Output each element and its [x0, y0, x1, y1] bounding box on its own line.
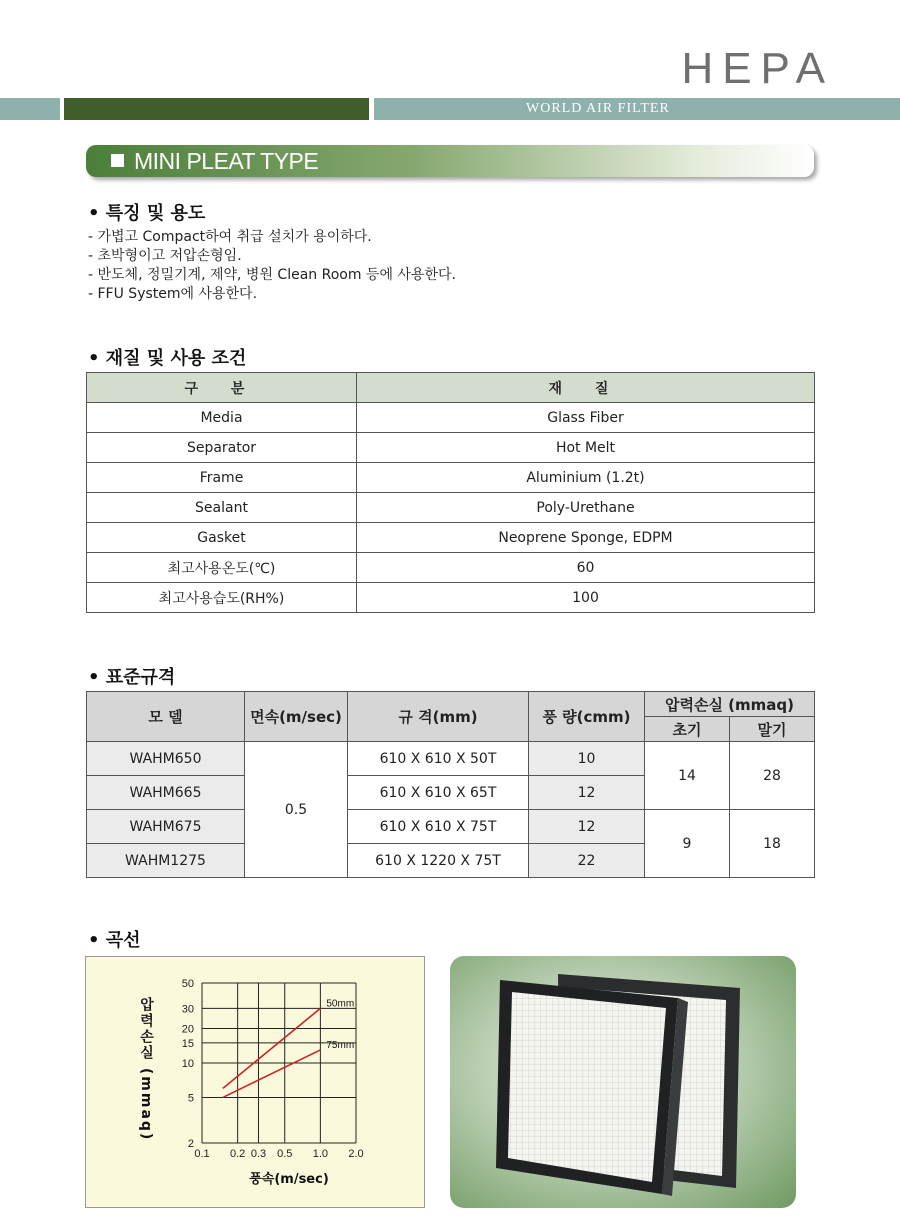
y-tick-label: 50: [181, 978, 194, 990]
features-heading: • 특징 및 용도: [88, 203, 206, 224]
cell-initial: 14: [645, 742, 730, 810]
x-tick-label: 0.2: [229, 1148, 246, 1160]
cell-model: WAHM650: [87, 742, 245, 776]
table-row: [87, 810, 815, 844]
cell: Frame: [87, 463, 357, 493]
brand-title: HEPA: [681, 44, 834, 93]
spec-heading: • 표준규격: [88, 667, 176, 688]
feature-item: - FFU System에 사용한다.: [88, 286, 258, 302]
header-band-dark: [64, 98, 369, 120]
cell: Media: [87, 403, 357, 433]
tagline: WORLD AIR FILTER: [526, 101, 670, 116]
spec-table: [86, 691, 815, 878]
cell-size: 610 X 610 X 65T: [348, 776, 529, 810]
header-cell: 구 분: [87, 373, 357, 403]
table-row: [87, 463, 815, 493]
section-title: MINI PLEAT TYPE: [134, 148, 319, 174]
x-tick-label: 2.0: [348, 1148, 364, 1160]
cell-flow: 10: [529, 742, 645, 776]
cell: 100: [357, 583, 815, 613]
header-cell-size: 규 격(mm): [348, 692, 529, 742]
table-row: [87, 742, 815, 776]
product-photo: [450, 956, 796, 1208]
header-cell: 재 질: [357, 373, 815, 403]
cell-initial: 9: [645, 810, 730, 878]
cell-size: 610 X 1220 X 75T: [348, 844, 529, 878]
y-tick-label: 5: [187, 1092, 194, 1105]
features-list: [88, 228, 456, 304]
cell-model: WAHM665: [87, 776, 245, 810]
header-band-left: [0, 98, 60, 120]
section-title-bar: [86, 145, 814, 177]
x-tick-label: 0.1: [194, 1148, 210, 1160]
filter-illustration: [450, 956, 796, 1208]
cell-flow: 12: [529, 776, 645, 810]
y-axis-label: 압력손실 (mmaq): [138, 997, 154, 1142]
cell: Separator: [87, 433, 357, 463]
x-tick-label: 1.0: [312, 1148, 329, 1160]
table-row: [87, 403, 815, 433]
y-tick-label: 20: [181, 1023, 194, 1036]
x-tick-label: 0.5: [277, 1148, 293, 1160]
materials-heading: • 재질 및 사용 조건: [88, 348, 247, 369]
cell: 60: [357, 553, 815, 583]
square-bullet-icon: [111, 154, 124, 167]
curve-heading: • 곡선: [88, 930, 141, 951]
header-cell-velocity: 면속(m/sec): [245, 692, 348, 742]
table-row: [87, 523, 815, 553]
header-cell-initial: 초기: [645, 717, 730, 742]
cell-size: 610 X 610 X 75T: [348, 810, 529, 844]
chart-svg: [86, 957, 426, 1209]
table-row: [87, 493, 815, 523]
y-tick-label: 15: [181, 1037, 194, 1050]
cell: Poly-Urethane: [357, 493, 815, 523]
cell: Sealant: [87, 493, 357, 523]
cell: Hot Melt: [357, 433, 815, 463]
table-header-row: [87, 373, 815, 403]
x-tick-label: 0.3: [250, 1148, 267, 1160]
feature-item: - 반도체, 정밀기계, 제약, 병원 Clean Room 등에 사용한다.: [88, 267, 456, 283]
cell: Aluminium (1.2t): [357, 463, 815, 493]
table-row: [87, 583, 815, 613]
cell: 최고사용습도(RH%): [87, 583, 357, 613]
header-cell-flow: 풍 량(cmm): [529, 692, 645, 742]
header-band-right: [374, 98, 900, 120]
cell-flow: 22: [529, 844, 645, 878]
y-tick-label: 10: [181, 1058, 194, 1070]
cell: Glass Fiber: [357, 403, 815, 433]
y-tick-label: 30: [181, 1003, 194, 1016]
table-header-row: [87, 692, 815, 717]
header-cell-final: 말기: [729, 717, 814, 742]
feature-item: - 가볍고 Compact하여 취급 설치가 용이하다.: [88, 229, 372, 245]
series-label: 50mm: [326, 998, 355, 1010]
materials-table: [86, 372, 815, 613]
cell: Neoprene Sponge, EDPM: [357, 523, 815, 553]
table-row: [87, 553, 815, 583]
cell: 최고사용온도(℃): [87, 553, 357, 583]
cell-model: WAHM1275: [87, 844, 245, 878]
x-axis-label: 풍속(m/sec): [249, 1172, 329, 1187]
cell-final: 18: [729, 810, 814, 878]
cell-final: 28: [729, 742, 814, 810]
series-label: 75mm: [326, 1039, 355, 1051]
cell: Gasket: [87, 523, 357, 553]
cell-model: WAHM675: [87, 810, 245, 844]
header-cell-pressure: 압력손실 (mmaq): [645, 692, 815, 717]
header-cell-model: 모 델: [87, 692, 245, 742]
cell-velocity: 0.5: [245, 742, 348, 878]
feature-item: - 초박형이고 저압손형임.: [88, 248, 242, 264]
cell-size: 610 X 610 X 50T: [348, 742, 529, 776]
pressure-curve-chart: [85, 956, 425, 1208]
cell-flow: 12: [529, 810, 645, 844]
table-row: [87, 433, 815, 463]
y-tick-label: 2: [187, 1138, 194, 1150]
